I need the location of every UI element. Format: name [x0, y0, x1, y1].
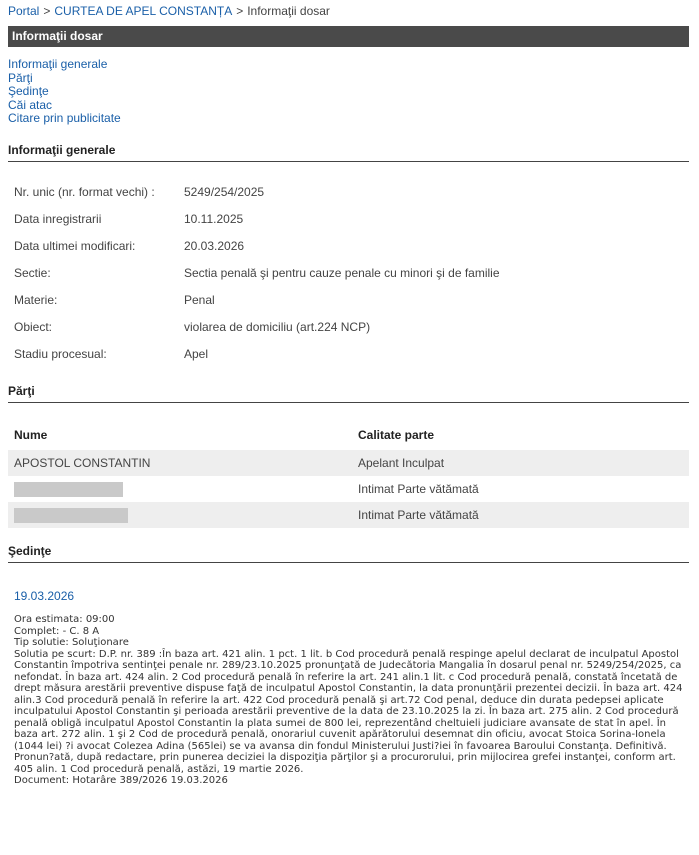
hearing-solution-text: Solutia pe scurt: D.P. nr. 389 :În baza art. 421 alin. 1 pct. 1 lit. b Cod procedură penală respinge apelul declarat de inculpatul Apostol Constantin împotriva sentinţei penale nr. 289/23.10.2025 pronunţată de Judecătoria Mangalia în dosarul penal nr. 5249/254/2025, ca nefondat. În baza art. 424 alin. 2 Cod procedură penală în referire la art. 241 alin.1 lit. c Cod procedură penală, constată încetată de drept măsura arestării preventive dispuse faţă de inculpatul Apostol Constantin, la data pronunţării prezentei decizii. În baza art. 424 alin.3 Cod procedură penală în referire la art. 422 Cod procedură penală şi art.72 Cod penal, deduce din durata pedepsei aplicate inculpatului Apostol Constantin şi perioada arestării preventive de la data de 23.10.2025 la zi. În baza art. 275 alin. 2 Cod procedură penală obligă inculpatul Apostol Constantin la plata sumei de 800 lei, reprezentând cheltuieli judiciare avansate de stat în apel. În baza art. 272 alin. 1 şi 2 Cod de procedură penală, onorariul cuvenit apărătorului desemnat din oficiu, avocat Stoica Sorina-Ionela (1044 lei) ?i avocat Colezea Adina (565lei) se va avansa din fondul Ministerului Justi?iei în favoarea Baroului Constanţa. Definitivă. Pronun?ată, după redactare, prin punerea deciziei la dispoziţia părţilor şi a procurorului, prin mijlocirea grefei instanţei, conform art. 405 alin. 1 Cod procedură penală, astăzi, 19 martie 2026.	[14, 648, 683, 775]
nav-link-sedinte[interactable]: Şedinţe	[8, 84, 49, 98]
info-row-stadiu	[8, 338, 689, 365]
breadcrumb-separator: >	[236, 4, 244, 18]
info-label: Data ultimei modificari:	[14, 239, 136, 253]
info-row-obiect	[8, 311, 689, 338]
hearing-details	[14, 614, 686, 787]
party-role: Intimat Parte vătămată	[358, 482, 479, 496]
breadcrumb	[8, 4, 330, 18]
info-label: Materie:	[14, 293, 58, 307]
info-value: 5249/254/2025	[184, 185, 265, 199]
info-value: Sectia penală şi pentru cauze penale cu minori şi de familie	[184, 266, 500, 280]
nav-link-informatii-generale[interactable]: Informaţii generale	[8, 57, 108, 71]
breadcrumb-court-link[interactable]: CURTEA DE APEL CONSTANȚA	[54, 4, 233, 18]
hearing-document: Document: Hotarâre 389/2026 19.03.2026	[14, 775, 228, 786]
info-label: Obiect:	[14, 320, 53, 334]
info-row-data-inregistrarii	[8, 203, 689, 230]
hearing-time: Ora estimata: 09:00	[14, 614, 115, 625]
table-row	[8, 476, 689, 502]
breadcrumb-separator: >	[43, 4, 51, 18]
redacted-name	[14, 508, 128, 523]
party-role: Apelant Inculpat	[358, 456, 445, 470]
info-label: Nr. unic (nr. format vechi) :	[14, 185, 155, 199]
info-label: Stadiu procesual:	[14, 347, 107, 361]
page-title-bar	[8, 26, 689, 47]
party-name: APOSTOL CONSTANTIN	[14, 456, 151, 470]
info-value: 20.03.2026	[184, 239, 245, 253]
info-label: Data inregistrarii	[14, 212, 102, 226]
table-row	[8, 450, 689, 476]
page-title: Informaţii dosar	[12, 29, 103, 43]
party-role: Intimat Parte vătămată	[358, 508, 479, 522]
hearing-date: 19.03.2026	[14, 589, 75, 603]
info-value: 10.11.2025	[184, 212, 244, 226]
info-label: Sectie:	[14, 266, 51, 280]
info-value: Penal	[184, 293, 215, 307]
info-row-data-modificari	[8, 230, 689, 257]
info-row-sectie	[8, 257, 689, 284]
sedinte-section-heading: Şedinţe	[8, 544, 689, 563]
hearing-solution-type: Tip solutie: Soluţionare	[14, 637, 129, 648]
table-row	[8, 502, 689, 528]
nav-link-citare-publicitate[interactable]: Citare prin publicitate	[8, 111, 121, 125]
nav-link-cai-atac[interactable]: Căi atac	[8, 97, 53, 112]
column-header-nume: Nume	[14, 428, 48, 442]
nav-link-parti[interactable]: Părţi	[8, 70, 33, 85]
general-info-table	[8, 176, 689, 365]
hearing-panel: Complet: - C. 8 A	[14, 625, 100, 637]
breadcrumb-current: Informaţii dosar	[247, 4, 330, 18]
column-header-calitate: Calitate parte	[358, 428, 435, 442]
breadcrumb-portal-link[interactable]: Portal	[8, 4, 40, 18]
parti-section-heading: Părţi	[8, 384, 689, 403]
info-value: Apel	[184, 347, 209, 361]
general-section-heading: Informaţii generale	[8, 143, 689, 162]
redacted-name	[14, 482, 123, 497]
info-row-materie	[8, 284, 689, 311]
section-nav	[8, 58, 121, 126]
info-row-nr-unic	[8, 176, 689, 203]
parti-table-header	[8, 421, 689, 448]
info-value: violarea de domiciliu (art.224 NCP)	[184, 320, 371, 334]
